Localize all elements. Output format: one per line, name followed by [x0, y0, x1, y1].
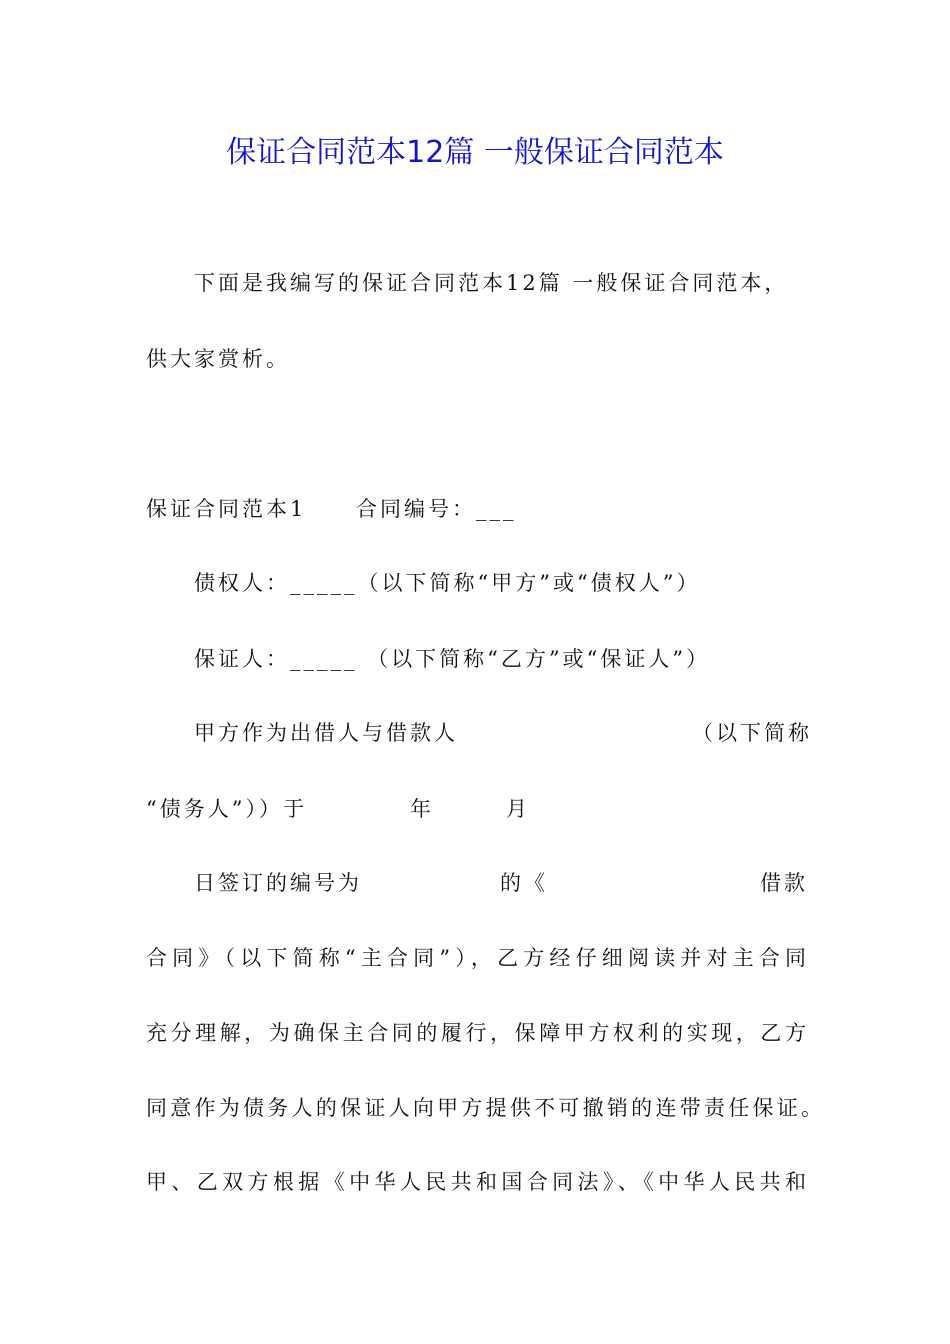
- para2-line-5: 甲、乙双方根据《中华人民共和国合同法》、《中华人民共和: [146, 1170, 806, 1194]
- intro-line-2: 供大家赏析。: [146, 347, 290, 371]
- intro-line-1: 下面是我编写的保证合同范本12篇 一般保证合同范本，: [194, 271, 789, 295]
- para2-line-2: 合同》（以下简称“主合同”），乙方经仔细阅读并对主合同: [146, 946, 806, 970]
- section-heading: 保证合同范本1: [146, 497, 307, 521]
- document-title: 保证合同范本12篇 一般保证合同范本: [226, 135, 724, 170]
- para2-line1-part-b: 的《: [500, 871, 548, 895]
- para1-line2-part-b: 年: [410, 797, 434, 821]
- guarantor-line: 保证人：_____ （以下简称“乙方”或“保证人”）: [194, 647, 711, 671]
- contract-number-label: 合同编号：___: [356, 497, 517, 521]
- creditor-line: 债权人：_____（以下简称“甲方”或“债权人”）: [194, 571, 701, 595]
- para1-line1-right: （以下简称: [692, 721, 812, 745]
- para1-line2-part-a: “债务人”））于: [146, 797, 307, 821]
- para2-line1-part-c: 借款: [760, 871, 808, 895]
- para1-line2-part-c: 月: [506, 797, 530, 821]
- para1-line1-left: 甲方作为出借人与借款人: [194, 721, 458, 745]
- para2-line-4: 同意作为债务人的保证人向甲方提供不可撤销的连带责任保证。: [146, 1096, 822, 1120]
- para2-line1-part-a: 日签订的编号为: [194, 871, 362, 895]
- para2-line-3: 充分理解，为确保主合同的履行，保障甲方权利的实现，乙方: [146, 1021, 806, 1045]
